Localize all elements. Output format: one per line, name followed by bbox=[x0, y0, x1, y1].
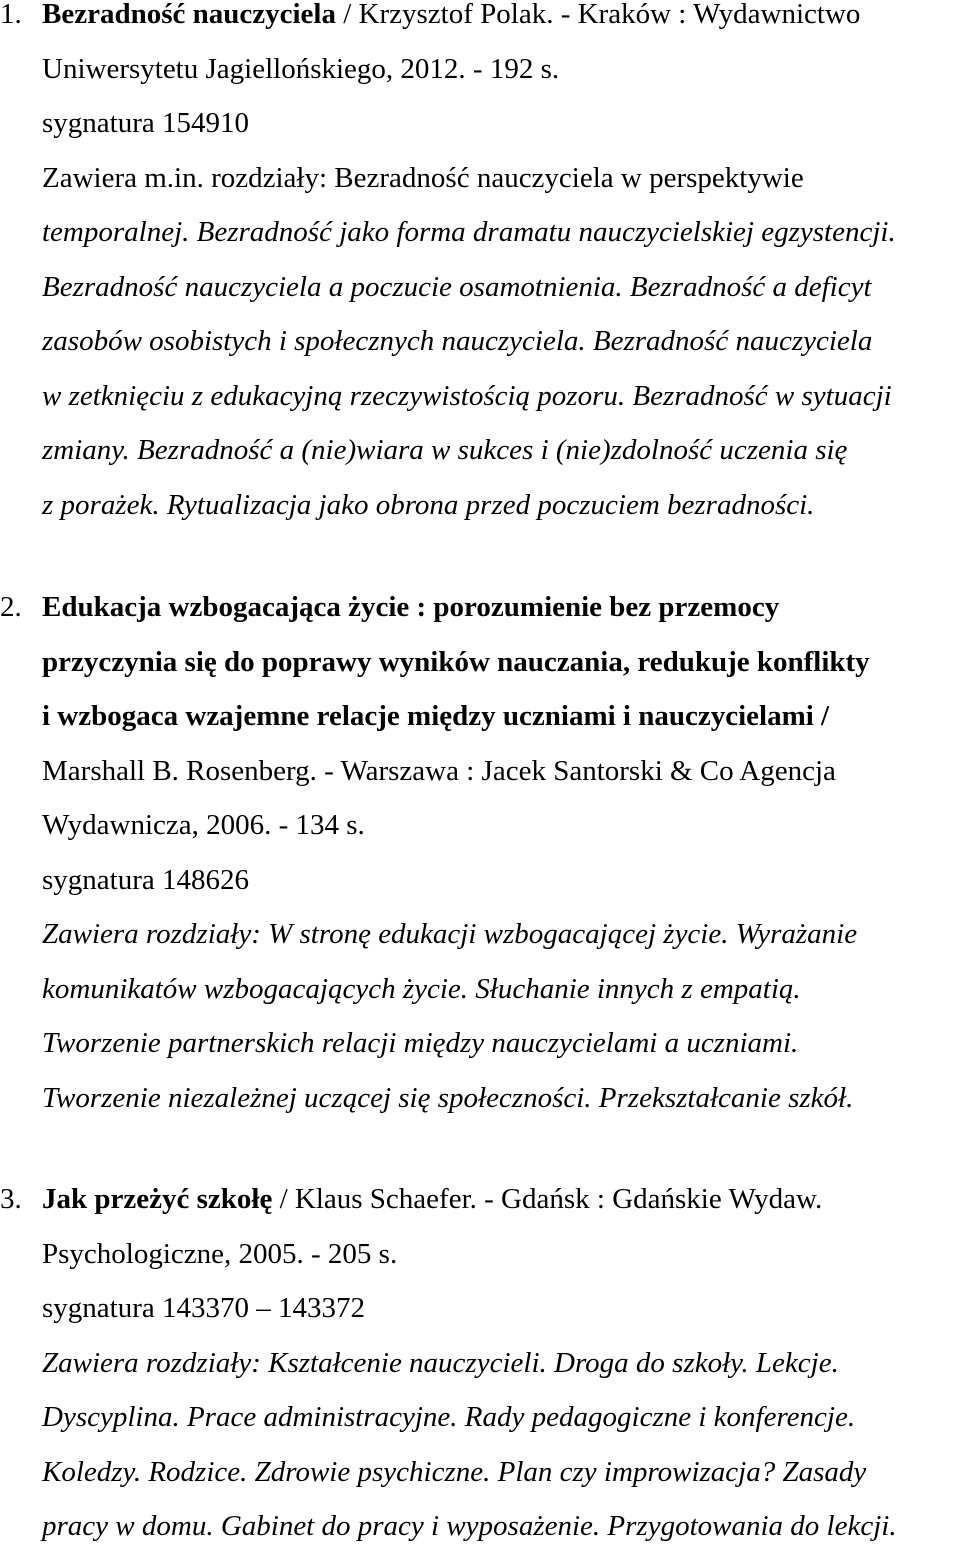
contents-line: Bezradność nauczyciela w perspektywie bbox=[334, 161, 804, 194]
contents-line: komunikatów wzbogacających życie. Słuchanie innych z empatią. bbox=[42, 972, 801, 1005]
entry-signature: sygnatura 148626 bbox=[42, 863, 249, 896]
contents-line: temporalnej. Bezradność jako forma dramatu nauczycielskiej egzystencji. bbox=[42, 216, 896, 248]
entry-number: 1. bbox=[0, 0, 22, 30]
entry-title: Bezradność nauczyciela bbox=[42, 0, 336, 30]
entry-publication: Wydawnicza, 2006. - 134 s. bbox=[42, 809, 365, 841]
contents-line: Koledzy. Rodzice. Zdrowie psychiczne. Plan czy improwizacja? Zasady bbox=[42, 1455, 867, 1488]
entry-author-publisher: / Krzysztof Polak. - Kraków : Wydawnictwo bbox=[335, 0, 861, 30]
entry-title: Jak przeżyć szkołę bbox=[42, 1183, 273, 1215]
entry-title: przyczynia się do poprawy wyników nauczania, redukuje konflikty bbox=[42, 645, 870, 678]
entry-signature: sygnatura 154910 bbox=[42, 107, 249, 139]
contents-label: Zawiera m.in. rozdziały: bbox=[42, 161, 335, 194]
entry-author-publisher: / Klaus Schaefer. - Gdańsk : Gdańskie Wydaw. bbox=[272, 1183, 823, 1215]
contents-line: Zawiera rozdziały: Kształcenie nauczycieli. Droga do szkoły. Lekcje. bbox=[42, 1346, 839, 1379]
entry-number: 3. bbox=[0, 1183, 22, 1215]
entry-1-line-1 bbox=[0, 0, 960, 42]
entry-author-publisher: Marshall B. Rosenberg. - Warszawa : Jacek Santorski & Co Agencja bbox=[42, 754, 836, 787]
bibliography-entry-1 bbox=[0, 0, 960, 532]
entry-number: 2. bbox=[0, 591, 22, 623]
contents-line: zmiany. Bezradność a (nie)wiara w sukces i (nie)zdolność uczenia się bbox=[42, 434, 848, 466]
contents-line: Zawiera rozdziały: W stronę edukacji wzbogacającej życie. Wyrażanie bbox=[42, 918, 858, 950]
bibliography-entry-3 bbox=[0, 1172, 960, 1554]
entry-title: Edukacja wzbogacająca życie : porozumienie bez przemocy bbox=[42, 591, 780, 623]
contents-line: Tworzenie niezależnej uczącej się społeczności. Przekształcanie szkół. bbox=[42, 1081, 854, 1114]
entry-signature: sygnatura 143370 – 143372 bbox=[42, 1292, 365, 1324]
contents-line: Tworzenie partnerskich relacji między nauczycielami a uczniami. bbox=[42, 1027, 799, 1059]
contents-line: zasobów osobistych i społecznych nauczyciela. Bezradność nauczyciela bbox=[42, 325, 873, 357]
bibliography-entry-2 bbox=[0, 580, 960, 1125]
contents-line: Bezradność nauczyciela a poczucie osamotnienia. Bezradność a deficyt bbox=[42, 270, 872, 303]
contents-line: w zetknięciu z edukacyjną rzeczywistością pozoru. Bezradność w sytuacji bbox=[42, 379, 892, 412]
entry-publication: Uniwersytetu Jagiellońskiego, 2012. - 192 s. bbox=[42, 52, 560, 85]
entry-title: i wzbogaca wzajemne relacje między uczniami i nauczycielami / bbox=[42, 700, 830, 732]
contents-line: Dyscyplina. Prace administracyjne. Rady pedagogiczne i konferencje. bbox=[42, 1401, 856, 1433]
entry-publication: Psychologiczne, 2005. - 205 s. bbox=[42, 1237, 398, 1270]
contents-line: pracy w domu. Gabinet do pracy i wyposażenie. Przygotowania do lekcji. bbox=[42, 1510, 897, 1542]
contents-line: z porażek. Rytualizacja jako obrona przed poczuciem bezradności. bbox=[42, 488, 815, 521]
